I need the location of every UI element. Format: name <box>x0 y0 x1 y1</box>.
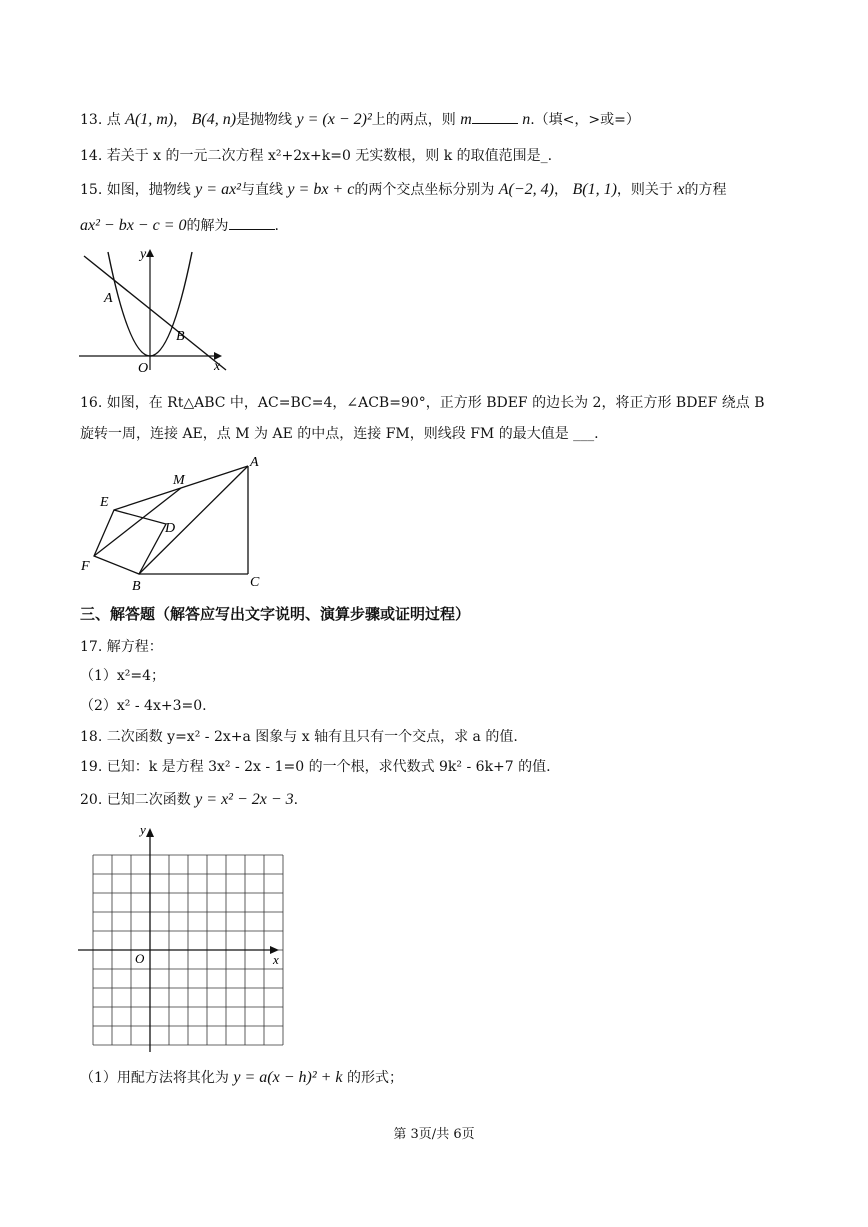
q20-y-arrow <box>146 828 154 837</box>
q13-pre: 点 <box>106 112 121 128</box>
q20-label-o: O <box>135 951 145 966</box>
q13-mid: 是抛物线 <box>236 112 293 128</box>
section-3-heading: 三、解答题（解答应写出文字说明、演算步骤或证明过程） <box>80 605 471 623</box>
q15-y-arrow <box>146 249 154 257</box>
q16-label-f: F <box>81 559 90 574</box>
q20-pre: 20. 已知二次函数 <box>80 792 191 808</box>
q20-p1-post: 的形式； <box>346 1070 403 1086</box>
q16-square-bdef <box>94 510 166 574</box>
question-20-part-1 <box>80 1068 403 1088</box>
q16-label-b: B <box>132 579 141 594</box>
q16-figure <box>76 450 276 595</box>
q13-sep: ， <box>173 112 188 128</box>
q13-equation: y = (x − 2)² <box>296 111 372 128</box>
q13-answer-blank <box>472 123 518 124</box>
q15-eq-parabola: y = ax² <box>195 181 241 198</box>
q15-point-a: A(−2, 4) <box>498 181 555 198</box>
question-15-line-2 <box>80 216 279 236</box>
q20-post: . <box>293 792 299 808</box>
q15-text-c: 的两个交点坐标分别为 <box>354 182 495 198</box>
q15-label-x: x <box>214 359 221 374</box>
question-20 <box>80 790 298 810</box>
q15-label-o: O <box>138 361 149 376</box>
question-17-part-2: （2）x² - 4x+3=0. <box>80 698 207 714</box>
q15-text-d: ，则关于 <box>616 182 673 198</box>
q13-number: 13. <box>80 112 103 128</box>
q15-text-b: 与直线 <box>240 182 283 198</box>
q13-point-a: A(1, m) <box>125 111 174 128</box>
question-16-line-2: 旋转一周，连接 AE，点 M 为 AE 的中点，连接 FM，则线段 FM 的最大值是 ___. <box>80 426 599 442</box>
q16-label-m: M <box>173 473 185 488</box>
q20-coordinate-grid <box>74 820 284 1060</box>
question-18: 18. 二次函数 y=x² - 2x+a 图象与 x 轴有且只有一个交点，求 a 的值. <box>80 729 518 745</box>
q15-text-line2: 的解为 <box>186 218 229 234</box>
q20-label-x: x <box>273 952 279 967</box>
q16-label-a: A <box>250 455 259 470</box>
q13-n: n <box>522 111 531 128</box>
page-footer: 第 3页/共 6页 <box>393 1127 475 1142</box>
q15-label-b: B <box>176 329 185 344</box>
q16-label-d: D <box>165 521 176 536</box>
q15-text-e: 的方程 <box>684 182 727 198</box>
question-17-title: 17. 解方程： <box>80 639 163 655</box>
q20-p1-equation: y = a(x − h)² + k <box>233 1069 343 1086</box>
q16-label-c: C <box>250 575 260 590</box>
q15-eq-target: ax² − bx − c = 0 <box>80 217 187 234</box>
question-15-line-1 <box>80 180 726 200</box>
q20-label-y: y <box>140 822 146 837</box>
q15-answer-blank <box>229 229 275 230</box>
q16-segment-ab <box>139 466 248 574</box>
q15-period: . <box>274 218 279 234</box>
q16-label-e: E <box>100 495 109 510</box>
q13-post: 上的两点，则 <box>371 112 456 128</box>
q15-figure <box>76 242 236 377</box>
question-19: 19. 已知：k 是方程 3x² - 2x - 1=0 的一个根，求代数式 9k² - 6k+7 的值. <box>80 759 551 775</box>
question-13 <box>80 110 640 130</box>
q15-x: x <box>677 181 685 198</box>
q15-line <box>84 256 226 370</box>
q15-sep: ， <box>554 182 569 198</box>
question-14: 14. 若关于 x 的一元二次方程 x²+2x+k=0 无实数根，则 k 的取值范围是_. <box>80 148 553 164</box>
q15-point-b: B(1, 1) <box>572 181 617 198</box>
q13-m: m <box>460 111 472 128</box>
question-17-part-1: （1）x²=4； <box>80 668 166 684</box>
q15-text-a: 15. 如图，抛物线 <box>80 182 191 198</box>
q15-eq-line: y = bx + c <box>287 181 355 198</box>
q13-point-b: B(4, n) <box>191 111 237 128</box>
q15-label-a: A <box>104 291 113 306</box>
q13-hint: .（填<，>或=） <box>530 112 640 128</box>
q20-equation: y = x² − 2x − 3 <box>195 791 294 808</box>
question-16-line-1: 16. 如图，在 Rt△ABC 中，AC=BC=4，∠ACB=90°，正方形 BDEF 的边长为 2，将正方形 BDEF 绕点 B <box>80 395 765 411</box>
q20-p1-pre: （1）用配方法将其化为 <box>80 1070 229 1086</box>
q15-label-y: y <box>140 247 147 262</box>
